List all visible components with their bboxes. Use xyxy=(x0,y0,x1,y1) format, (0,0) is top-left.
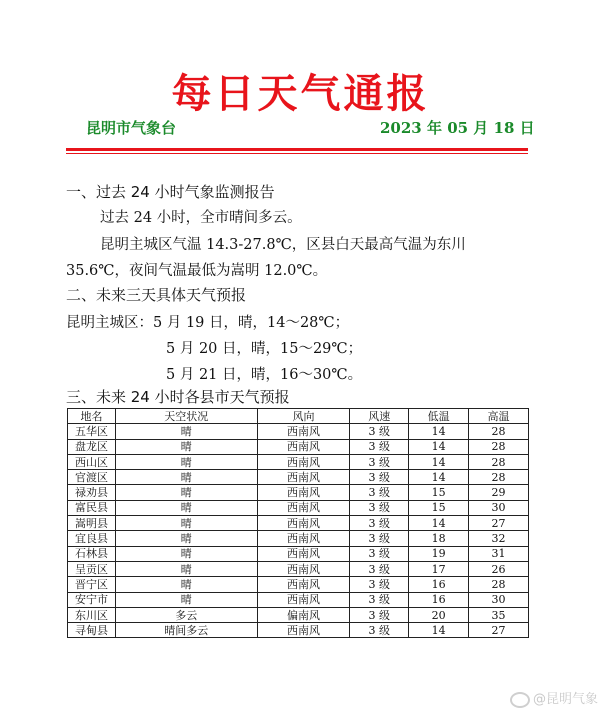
table-cell: 28 xyxy=(469,454,529,469)
table-row xyxy=(68,577,529,592)
table-cell: 16 xyxy=(409,577,469,592)
table-row xyxy=(68,454,529,469)
section-heading-county-forecast: 三、未来 24 小时各县市天气预报 xyxy=(66,388,290,406)
table-cell: 晴间多云 xyxy=(115,623,257,638)
issue-date: 2023 年 05 月 18 日 xyxy=(380,119,535,137)
table-cell: 3 级 xyxy=(350,561,409,576)
table-row xyxy=(68,561,529,576)
table-cell: 西南风 xyxy=(257,500,350,515)
observation-temperature-line2: 35.6℃，夜间气温最低为嵩明 12.0℃。 xyxy=(66,263,328,279)
table-cell: 3 级 xyxy=(350,439,409,454)
table-cell: 五华区 xyxy=(68,424,116,439)
table-cell: 禄劝县 xyxy=(68,485,116,500)
table-cell: 嵩明县 xyxy=(68,516,116,531)
table-cell: 官渡区 xyxy=(68,470,116,485)
table-cell: 14 xyxy=(409,454,469,469)
watermark-text: @昆明气象 xyxy=(533,692,599,707)
forecast-day3: 5 月 21 日，晴，16～30℃。 xyxy=(166,367,363,383)
table-cell: 29 xyxy=(469,485,529,500)
table-cell: 西南风 xyxy=(257,546,350,561)
table-cell: 3 级 xyxy=(350,607,409,622)
table-cell: 寻甸县 xyxy=(68,623,116,638)
table-cell: 3 级 xyxy=(350,577,409,592)
table-cell: 14 xyxy=(409,470,469,485)
table-cell: 28 xyxy=(469,439,529,454)
table-cell: 3 级 xyxy=(350,500,409,515)
table-row xyxy=(68,531,529,546)
table-cell: 32 xyxy=(469,531,529,546)
table-cell: 晴 xyxy=(115,470,257,485)
table-cell: 30 xyxy=(469,500,529,515)
table-cell: 17 xyxy=(409,561,469,576)
header-divider-thin xyxy=(66,153,528,154)
table-cell: 晴 xyxy=(115,531,257,546)
table-cell: 14 xyxy=(409,516,469,531)
column-header: 低温 xyxy=(409,409,469,424)
column-header: 风速 xyxy=(350,409,409,424)
table-cell: 晴 xyxy=(115,454,257,469)
table-cell: 18 xyxy=(409,531,469,546)
issuing-organization: 昆明市气象台 xyxy=(86,119,177,137)
table-row xyxy=(68,516,529,531)
table-cell: 28 xyxy=(469,424,529,439)
table-cell: 呈贡区 xyxy=(68,561,116,576)
table-cell: 富民县 xyxy=(68,500,116,515)
table-cell: 35 xyxy=(469,607,529,622)
table-row xyxy=(68,546,529,561)
table-cell: 27 xyxy=(469,623,529,638)
table-row xyxy=(68,439,529,454)
observation-summary: 过去 24 小时，全市晴间多云。 xyxy=(100,210,302,226)
table-cell: 31 xyxy=(469,546,529,561)
table-cell: 3 级 xyxy=(350,516,409,531)
table-cell: 晴 xyxy=(115,516,257,531)
table-cell: 16 xyxy=(409,592,469,607)
table-cell: 东川区 xyxy=(68,607,116,622)
table-cell: 西南风 xyxy=(257,516,350,531)
table-cell: 26 xyxy=(469,561,529,576)
table-cell: 安宁市 xyxy=(68,592,116,607)
table-cell: 西南风 xyxy=(257,623,350,638)
table-row xyxy=(68,485,529,500)
county-forecast-table xyxy=(67,408,529,638)
table-cell: 西山区 xyxy=(68,454,116,469)
table-cell: 3 级 xyxy=(350,424,409,439)
table-row xyxy=(68,592,529,607)
table-cell: 3 级 xyxy=(350,531,409,546)
table-cell: 西南风 xyxy=(257,470,350,485)
table-cell: 宜良县 xyxy=(68,531,116,546)
table-cell: 19 xyxy=(409,546,469,561)
table-cell: 晴 xyxy=(115,577,257,592)
bulletin-title: 每日天气通报 xyxy=(171,71,430,117)
forecast-day2: 5 月 20 日，晴，15～29℃； xyxy=(166,341,363,357)
table-cell: 晴 xyxy=(115,439,257,454)
table-cell: 3 级 xyxy=(350,454,409,469)
table-cell: 晴 xyxy=(115,500,257,515)
table-cell: 27 xyxy=(469,516,529,531)
table-cell: 3 级 xyxy=(350,485,409,500)
table-cell: 西南风 xyxy=(257,439,350,454)
table-cell: 西南风 xyxy=(257,577,350,592)
column-header: 高温 xyxy=(469,409,529,424)
table-cell: 晴 xyxy=(115,424,257,439)
weibo-watermark xyxy=(510,688,598,708)
table-cell: 西南风 xyxy=(257,485,350,500)
column-header: 天空状况 xyxy=(115,409,257,424)
table-cell: 西南风 xyxy=(257,424,350,439)
table-cell: 石林县 xyxy=(68,546,116,561)
table-header-row xyxy=(68,409,529,424)
table-cell: 西南风 xyxy=(257,531,350,546)
table-cell: 14 xyxy=(409,623,469,638)
table-row xyxy=(68,470,529,485)
table-cell: 晴 xyxy=(115,561,257,576)
table-cell: 15 xyxy=(409,500,469,515)
table-cell: 14 xyxy=(409,439,469,454)
forecast-day1: 昆明主城区：5 月 19 日，晴，14～28℃； xyxy=(66,315,350,331)
header-divider-thick xyxy=(66,148,528,151)
table-cell: 3 级 xyxy=(350,546,409,561)
table-cell: 西南风 xyxy=(257,454,350,469)
table-cell: 20 xyxy=(409,607,469,622)
table-row xyxy=(68,607,529,622)
weibo-icon xyxy=(510,692,530,708)
table-cell: 偏南风 xyxy=(257,607,350,622)
column-header: 风向 xyxy=(257,409,350,424)
table-row xyxy=(68,623,529,638)
table-cell: 西南风 xyxy=(257,592,350,607)
table-row xyxy=(68,424,529,439)
observation-temperature-line1: 昆明主城区气温 14.3-27.8℃，区县白天最高气温为东川 xyxy=(100,237,466,253)
table-cell: 晴 xyxy=(115,592,257,607)
table-cell: 30 xyxy=(469,592,529,607)
table-row xyxy=(68,500,529,515)
table-cell: 28 xyxy=(469,577,529,592)
section-heading-observation: 一、过去 24 小时气象监测报告 xyxy=(66,183,275,201)
table-cell: 多云 xyxy=(115,607,257,622)
table-cell: 西南风 xyxy=(257,561,350,576)
table-cell: 盘龙区 xyxy=(68,439,116,454)
section-heading-forecast-3day: 二、未来三天具体天气预报 xyxy=(66,286,247,304)
table-cell: 3 级 xyxy=(350,623,409,638)
table-cell: 15 xyxy=(409,485,469,500)
table-cell: 3 级 xyxy=(350,470,409,485)
table-cell: 晴 xyxy=(115,485,257,500)
table-cell: 晋宁区 xyxy=(68,577,116,592)
table-cell: 晴 xyxy=(115,546,257,561)
table-cell: 14 xyxy=(409,424,469,439)
table-cell: 3 级 xyxy=(350,592,409,607)
column-header: 地名 xyxy=(68,409,116,424)
table-cell: 28 xyxy=(469,470,529,485)
